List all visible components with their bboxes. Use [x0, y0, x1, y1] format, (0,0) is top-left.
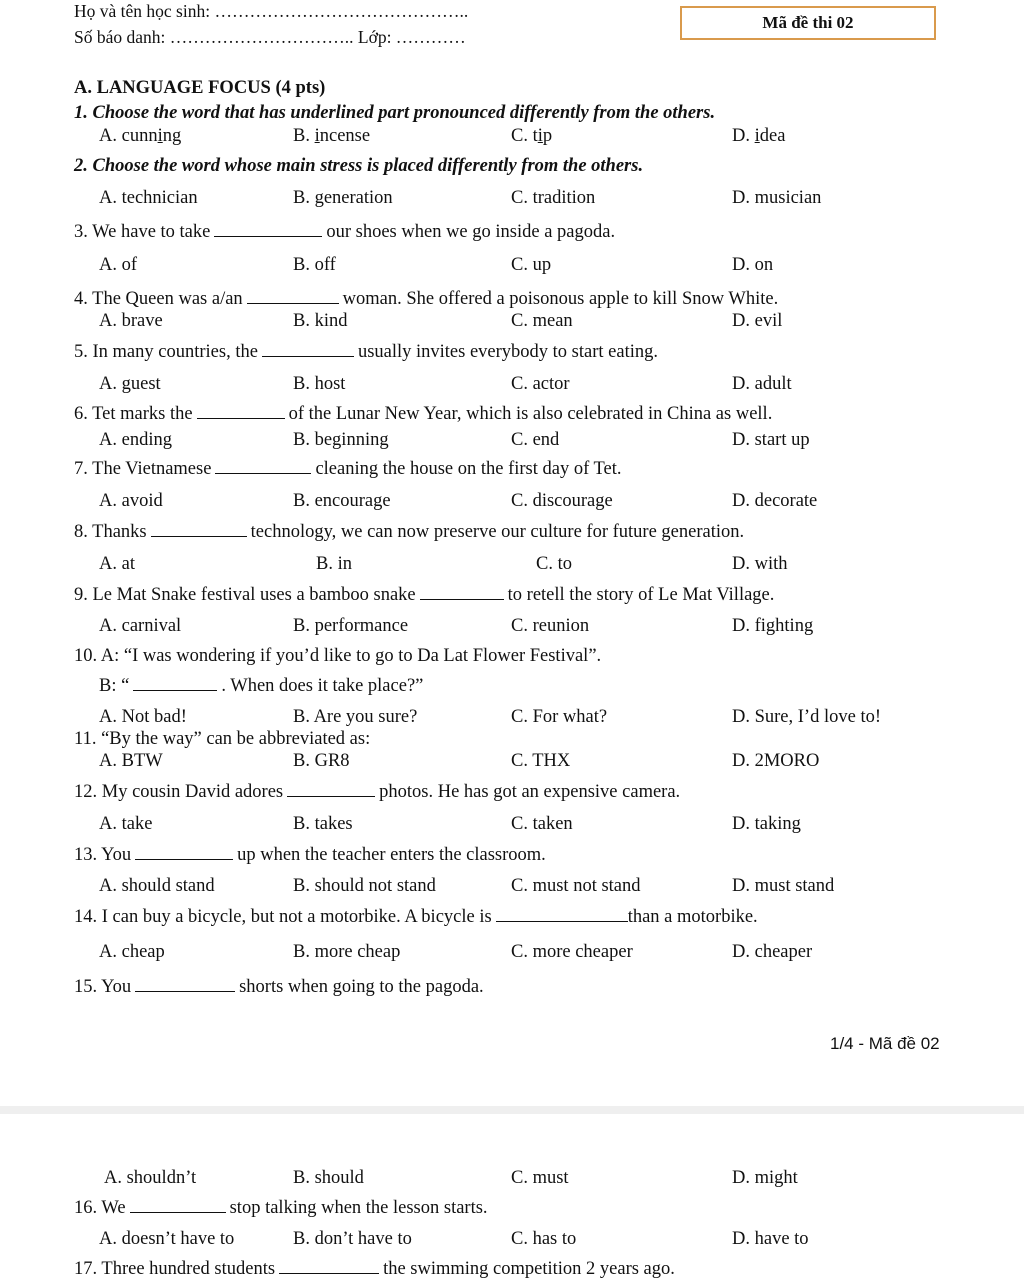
q6-option-d: D. start up — [732, 430, 810, 450]
q1-option-a — [99, 127, 181, 146]
q1-d-text-end: dea — [759, 126, 786, 146]
q8-text-start: 8. Thanks — [74, 522, 147, 542]
question-8 — [74, 523, 744, 542]
q16-option-b: B. don’t have to — [293, 1229, 412, 1249]
q12-option-a: A. take — [99, 814, 153, 834]
q6-option-a: A. ending — [99, 430, 172, 450]
q16-text-start: 16. We — [74, 1198, 126, 1218]
q3-option-a: A. of — [99, 255, 138, 275]
q9-blank — [420, 598, 504, 600]
q10-option-b: B. Are you sure? — [293, 707, 418, 727]
question-3 — [74, 223, 615, 242]
question-11: 11. “By the way” can be abbreviated as: — [74, 729, 371, 749]
question-4 — [74, 290, 778, 309]
q5-blank — [262, 355, 354, 357]
exam-code: Mã đề thi 02 — [762, 13, 854, 32]
q11-option-d: D. 2MORO — [732, 751, 820, 771]
q1-d-text: D. — [732, 126, 755, 146]
q5-option-c: C. actor — [511, 374, 570, 394]
q7-option-a: A. avoid — [99, 491, 163, 511]
q9-option-b: B. performance — [293, 616, 409, 636]
question-2: 2. Choose the word whose main stress is placed differently from the others. — [74, 156, 644, 176]
q12-option-b: B. takes — [293, 814, 353, 834]
q4-option-a: A. brave — [99, 311, 163, 331]
q6-text-end: of the Lunar New Year, which is also celebrated in China as well. — [288, 404, 773, 424]
question-12 — [74, 783, 680, 802]
question-13 — [74, 846, 546, 865]
q16-option-a: A. doesn’t have to — [99, 1229, 235, 1249]
q6-blank — [197, 417, 285, 419]
q12-option-c: C. taken — [511, 814, 573, 834]
q15-option-d: D. might — [732, 1168, 798, 1188]
q17-blank — [279, 1272, 379, 1274]
q8-text-end: technology, we can now preserve our culture for future generation. — [250, 522, 745, 542]
q1-option-d — [732, 127, 785, 146]
q17-text-start: 17. Three hundred students — [74, 1259, 276, 1279]
q10-option-a: A. Not bad! — [99, 707, 187, 727]
q3-text-end: our shoes when we go inside a pagoda. — [326, 222, 616, 242]
question-17 — [74, 1260, 675, 1279]
q1-b-underlined: i — [314, 126, 320, 146]
q1-c-underlined: i — [537, 126, 543, 146]
q10-blank — [133, 689, 217, 691]
q12-option-d: D. taking — [732, 814, 801, 834]
q12-text-start: 12. My cousin David adores — [74, 782, 284, 802]
q12-blank — [287, 795, 375, 797]
q8-option-a: A. at — [99, 554, 135, 574]
q4-option-d: D. evil — [732, 311, 783, 331]
q14-text-end: than a motorbike. — [627, 907, 758, 927]
question-9 — [74, 586, 774, 605]
q1-a-text: A. cunn — [99, 126, 158, 146]
q11-option-a: A. BTW — [99, 751, 163, 771]
q15-blank — [135, 990, 235, 992]
q8-option-d: D. with — [732, 554, 788, 574]
q13-text-start: 13. You — [74, 845, 132, 865]
q11-option-c: C. THX — [511, 751, 571, 771]
q1-a-text-end: ng — [162, 126, 182, 146]
q8-option-b: B. in — [316, 554, 352, 574]
q3-text-start: 3. We have to take — [74, 222, 211, 242]
q6-option-b: B. beginning — [293, 430, 389, 450]
q7-blank — [215, 472, 311, 474]
q4-text-start: 4. The Queen was a/an — [74, 289, 243, 309]
question-5 — [74, 343, 658, 362]
q1-c-text-end: p — [542, 126, 553, 146]
q10-reply-start: B: “ — [99, 676, 130, 696]
q1-b-text: B. — [293, 126, 315, 146]
q6-text-start: 6. Tet marks the — [74, 404, 193, 424]
q9-option-d: D. fighting — [732, 616, 814, 636]
q1-d-underlined: i — [754, 126, 760, 146]
q13-option-a: A. should stand — [99, 876, 215, 896]
q1-option-b — [293, 127, 370, 146]
exam-code-box — [680, 6, 936, 40]
q5-option-d: D. adult — [732, 374, 792, 394]
section-title: A. LANGUAGE FOCUS (4 pts) — [74, 78, 326, 98]
question-7 — [74, 460, 622, 479]
q10-option-c: C. For what? — [511, 707, 608, 727]
q4-option-b: B. kind — [293, 311, 348, 331]
q9-option-a: A. carnival — [99, 616, 182, 636]
q11-option-b: B. GR8 — [293, 751, 350, 771]
q9-text-end: to retell the story of Le Mat Village. — [507, 585, 775, 605]
page-footer: 1/4 - Mã đề 02 — [830, 1034, 940, 1053]
q10-reply-end: . When does it take place?” — [221, 676, 424, 696]
q5-text-end: usually invites everybody to start eating. — [357, 342, 658, 362]
q1-a-underlined: i — [157, 126, 163, 146]
q1-c-text: C. t — [511, 126, 538, 146]
question-14 — [74, 908, 758, 927]
question-10-reply — [99, 677, 423, 696]
q7-option-b: B. encourage — [293, 491, 391, 511]
q14-option-a: A. cheap — [99, 942, 165, 962]
q8-blank — [151, 535, 247, 537]
q15-text-end: shorts when going to the pagoda. — [239, 977, 484, 997]
question-1: 1. Choose the word that has underlined part pronounced differently from the others. — [74, 103, 716, 123]
q2-option-a: A. technician — [99, 188, 198, 208]
q4-blank — [247, 302, 339, 304]
q13-blank — [135, 858, 233, 860]
q17-text-end: the swimming competition 2 years ago. — [383, 1259, 675, 1279]
q14-text-start: 14. I can buy a bicycle, but not a motorbike. A bicycle is — [74, 907, 492, 927]
q13-option-d: D. must stand — [732, 876, 835, 896]
q7-option-d: D. decorate — [732, 491, 818, 511]
q2-option-c: C. tradition — [511, 188, 596, 208]
q7-text-start: 7. The Vietnamese — [74, 459, 212, 479]
question-6 — [74, 405, 772, 424]
q14-option-d: D. cheaper — [732, 942, 813, 962]
q2-option-b: B. generation — [293, 188, 393, 208]
q5-option-a: A. guest — [99, 374, 161, 394]
q1-b-text-end: ncense — [319, 126, 371, 146]
q1-option-c — [511, 127, 552, 146]
q3-option-c: C. up — [511, 255, 552, 275]
question-10: 10. A: “I was wondering if you’d like to go to Da Lat Flower Festival”. — [74, 646, 602, 666]
q5-option-b: B. host — [293, 374, 346, 394]
page-separator — [0, 1106, 1024, 1114]
student-id-class-field: Số báo danh: ………………………….. Lớp: ………… — [74, 27, 466, 47]
q16-blank — [130, 1211, 226, 1213]
q4-text-end: woman. She offered a poisonous apple to kill Snow White. — [342, 289, 779, 309]
q13-option-b: B. should not stand — [293, 876, 436, 896]
q15-option-c: C. must — [511, 1168, 569, 1188]
q13-text-end: up when the teacher enters the classroom. — [237, 845, 546, 865]
q5-text-start: 5. In many countries, the — [74, 342, 258, 362]
q3-option-b: B. off — [293, 255, 336, 275]
q14-blank — [496, 920, 628, 922]
q7-text-end: cleaning the house on the first day of Tet. — [315, 459, 622, 479]
q15-option-a: A. shouldn’t — [104, 1168, 197, 1188]
q2-option-d: D. musician — [732, 188, 822, 208]
q14-option-c: C. more cheaper — [511, 942, 633, 962]
q10-option-d: D. Sure, I’d love to! — [732, 707, 881, 727]
question-16 — [74, 1199, 488, 1218]
q15-option-b: B. should — [293, 1168, 364, 1188]
q16-option-c: C. has to — [511, 1229, 577, 1249]
q3-blank — [214, 235, 322, 237]
q12-text-end: photos. He has got an expensive camera. — [379, 782, 681, 802]
q16-text-end: stop talking when the lesson starts. — [229, 1198, 488, 1218]
question-15 — [74, 978, 484, 997]
q9-text-start: 9. Le Mat Snake festival uses a bamboo snake — [74, 585, 416, 605]
q15-text-start: 15. You — [74, 977, 132, 997]
q8-option-c: C. to — [536, 554, 572, 574]
q14-option-b: B. more cheap — [293, 942, 401, 962]
q9-option-c: C. reunion — [511, 616, 590, 636]
q13-option-c: C. must not stand — [511, 876, 641, 896]
q7-option-c: C. discourage — [511, 491, 613, 511]
student-name-field: Họ và tên học sinh: …………………………………….. — [74, 1, 469, 21]
q16-option-d: D. have to — [732, 1229, 809, 1249]
q4-option-c: C. mean — [511, 311, 573, 331]
q6-option-c: C. end — [511, 430, 560, 450]
q3-option-d: D. on — [732, 255, 774, 275]
